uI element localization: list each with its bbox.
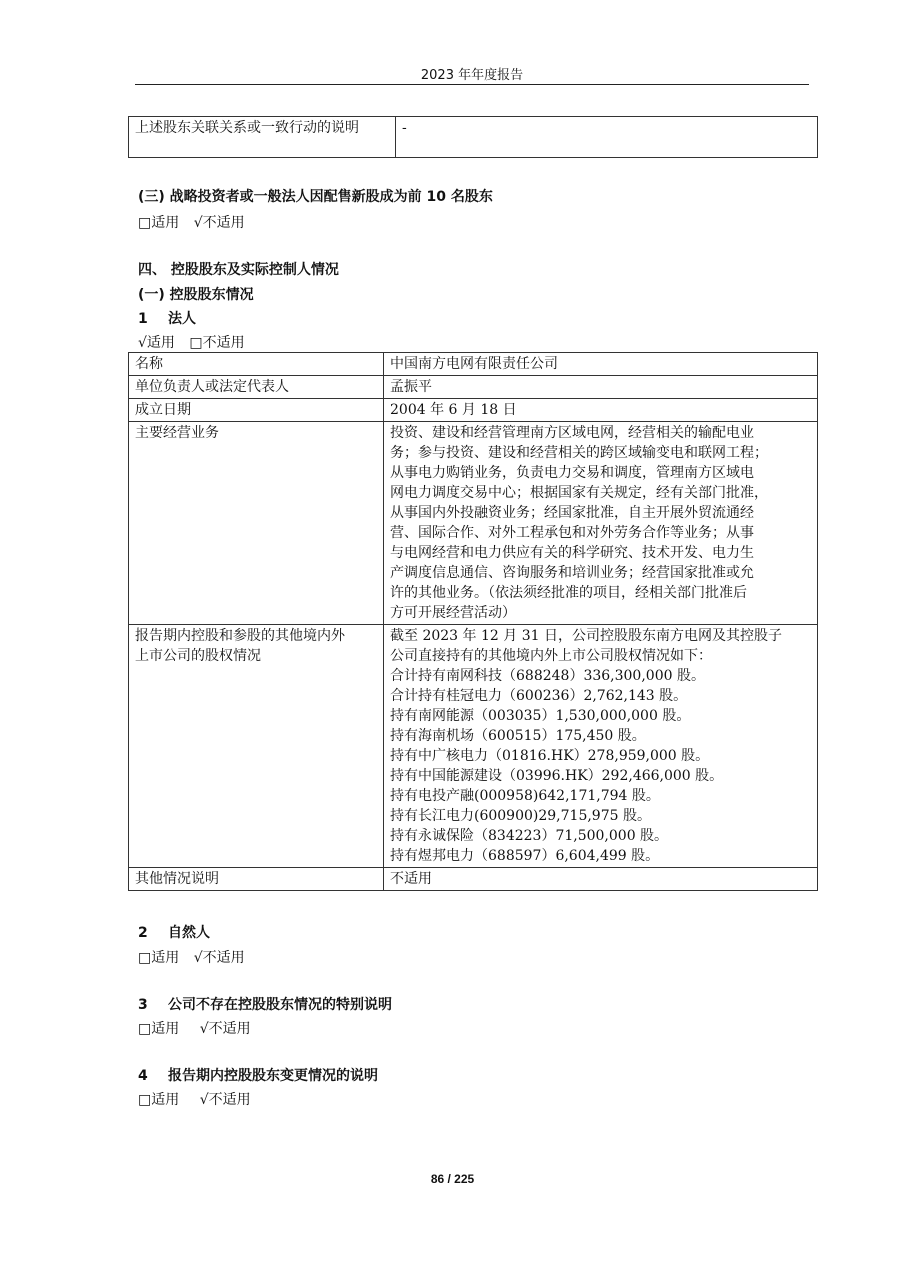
table-row [129,868,818,891]
option-applicable: □适用 [138,950,180,966]
other-label: 其他情况说明 [129,868,384,891]
option-not-applicable: □不适用 [189,335,245,351]
item-4-heading [138,1065,378,1085]
item-title: 自然人 [168,925,210,941]
item-title: 报告期内控股股东变更情况的说明 [168,1068,378,1084]
holdings-list: 截至 2023 年 12 月 31 日，公司控股股东南方电网及其控股子 公司直接持有的其他境内外上市公司股权情况如下： 合计持有南网科技（688248）336,300,000 股。 合计持有桂冠电力（600236）2,762,143 股。 持有南网能源（003035）1,530,000,000 股。 持有海南机场（600515）175,450 股。 持有中广核电力（01816.HK）278,959,000 股。 持有中国能源建设（03996.HK）292,466,000 股。 持有电投产融(000958)642,171,794 股。 持有长江电力(600900)29,715,975 股。 持有永诚保险（834223）71,500,000 股。 持有煜邦电力（688597）6,604,499 股。 [384,625,818,868]
section-4-heading: 四、 控股股东及实际控制人情况 [138,262,339,278]
item-number: 2 [138,925,148,941]
row-label: 单位负责人或法定代表人 [129,376,384,399]
table-row [129,422,818,625]
item-number: 3 [138,997,148,1013]
holdings-label: 报告期内控股和参股的其他境内外 上市公司的股权情况 [129,625,384,868]
item-1-options [138,332,245,352]
other-value: 不适用 [384,868,818,891]
report-header: 2023 年年度报告 [420,68,524,83]
section-3-heading: (三) 战略投资者或一般法人因配售新股成为前 10 名股东 [138,189,493,205]
item-number: 4 [138,1068,148,1084]
page-number: 86 / 225 [430,1172,475,1186]
table-row [129,353,818,376]
subsection-1-heading: (一) 控股股东情况 [138,287,254,303]
row-value: 2004 年 6 月 18 日 [384,399,818,422]
item-2-heading [138,922,210,942]
item-title: 法人 [168,311,196,327]
header-divider [135,84,809,85]
relation-label: 上述股东关联关系或一致行动的说明 [129,117,396,158]
option-not-applicable: √不适用 [193,215,245,231]
option-applicable: □适用 [138,1092,180,1108]
relation-table [128,116,818,158]
business-scope: 投资、建设和经营管理南方区域电网，经营相关的输配电业 务；参与投资、建设和经营相关的跨区域输变电和联网工程； 从事电力购销业务，负责电力交易和调度，管理南方区域电 网电力调度交易中心；根据国家有关规定，经有关部门批准， 从事国内外投融资业务；经国家批准，自主开展外贸流通经 营、国际合作、对外工程承包和对外劳务合作等业务；从事 与电网经营和电力供应有关的科学研究、技术开发、电力生 产调度信息通信、咨询服务和培训业务；经营国家批准或允 许的其他业务。（依法须经批准的项目，经相关部门批准后 方可开展经营活动） [384,422,818,625]
row-value: 中国南方电网有限责任公司 [384,353,818,376]
business-label: 主要经营业务 [129,422,384,625]
table-row [129,399,818,422]
option-not-applicable: √不适用 [193,950,245,966]
item-2-options [138,947,245,967]
table-row [129,117,818,158]
option-not-applicable: √不适用 [199,1021,251,1037]
row-label: 成立日期 [129,399,384,422]
item-3-heading [138,994,392,1014]
section-3-options [138,212,245,232]
option-applicable: √适用 [138,335,175,351]
table-row [129,625,818,868]
option-applicable: □适用 [138,1021,180,1037]
item-3-options [138,1018,251,1038]
row-label: 名称 [129,353,384,376]
item-1-heading [138,308,196,328]
controlling-shareholder-table [128,352,818,891]
item-title: 公司不存在控股股东情况的特别说明 [168,997,392,1013]
table-row [129,376,818,399]
option-applicable: □适用 [138,215,180,231]
relation-value: - [396,117,818,158]
item-number: 1 [138,311,148,327]
option-not-applicable: √不适用 [199,1092,251,1108]
row-value: 孟振平 [384,376,818,399]
item-4-options [138,1089,251,1109]
